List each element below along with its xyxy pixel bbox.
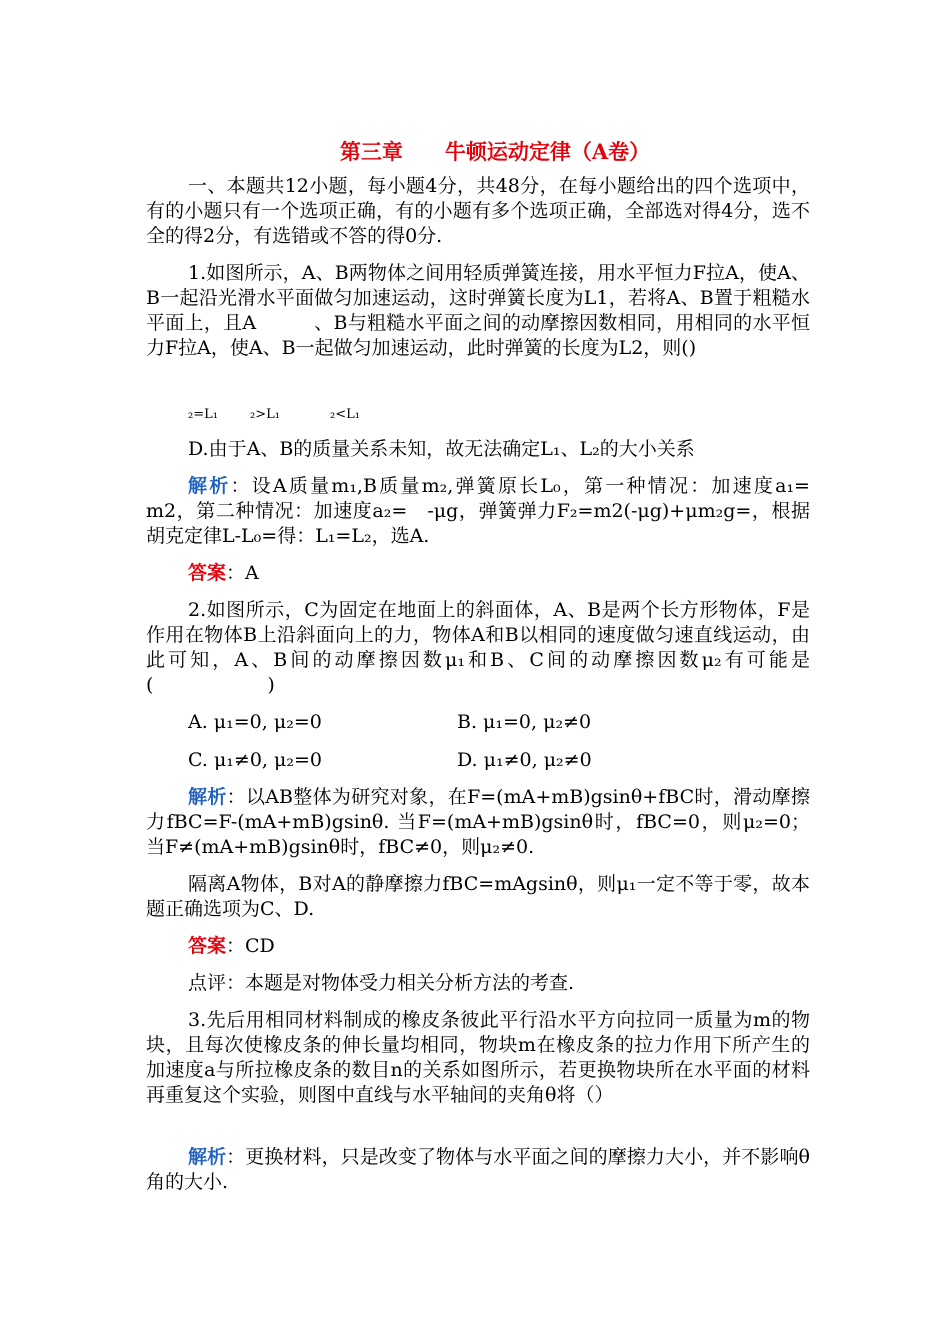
- question-2-analysis: 解析：以AB整体为研究对象，在F=(mA+mB)gsinθ+fBC时，滑动摩擦力fBC=F-(mA+mB)gsinθ. 当F=(mA+mB)gsinθ时，fBC=0，则μ₂=0；当F≠(mA+mB)gsinθ时，fBC≠0，则μ₂≠0.: [146, 786, 810, 858]
- analysis-label: 解析: [188, 475, 231, 497]
- question-1-answer: 答案：A: [188, 562, 259, 584]
- question-3-analysis: 解析：更换材料，只是改变了物体与水平面之间的摩擦力大小，并不影响θ角的大小.: [146, 1146, 810, 1193]
- question-1-option-a: ₂=L₁: [188, 407, 218, 422]
- question-2-option-d: D. μ₁≠0, μ₂≠0: [457, 749, 592, 771]
- question-1-option-b: ₂>L₁: [250, 407, 280, 422]
- question-1-option-d: D.由于A、B的质量关系未知，故无法确定L₁、L₂的大小关系: [188, 438, 695, 460]
- answer-label: 答案: [188, 562, 227, 584]
- page-title: 第三章 牛顿运动定律（A卷）: [339, 139, 651, 164]
- question-2-option-c: C. μ₁≠0, μ₂=0: [188, 749, 322, 771]
- question-2-option-b: B. μ₁=0, μ₂≠0: [457, 711, 592, 733]
- analysis-label: 解析: [188, 786, 227, 808]
- section-intro: 一、本题共12小题，每小题4分，共48分，在每小题给出的四个选项中，有的小题只有一个选项正确，有的小题有多个选项正确，全部选对得4分，选不全的得2分，有选错或不答的得0分.: [146, 175, 810, 247]
- question-1-analysis: 解析：设A质量m₁,B质量m₂,弹簧原长L₀，第一种情况：加速度a₁= m2，第二种情况：加速度a₂= -μg，弹簧弹力F₂=m2(-μg)+μm₂g=，根据胡克定律L-L₀=得：L₁=L₂，选A.: [146, 475, 829, 547]
- question-3-stem: 3.先后用相同材料制成的橡皮条彼此平行沿水平方向拉同一质量为m的物块，且每次使橡皮条的伸长量均相同，物块m在橡皮条的拉力作用下所产生的加速度a与所拉橡皮条的数目n的关系如图所示，若更换物块所在水平面的材料再重复这个实验，则图中直线与水平轴间的夹角θ将（）: [146, 1009, 810, 1106]
- analysis-label: 解析: [188, 1146, 227, 1168]
- question-2-analysis-continued: 隔离A物体，B对A的静摩擦力fBC=mAgsinθ，则μ₁一定不等于零，故本题正确选项为C、D.: [146, 873, 810, 920]
- question-2-option-a: A. μ₁=0, μ₂=0: [188, 711, 322, 733]
- question-2-stem: 2.如图所示，C为固定在地面上的斜面体，A、B是两个长方形物体，F是作用在物体B上沿斜面向上的力，物体A和B以相同的速度做匀速直线运动，由此可知，A、B间的动摩擦因数μ₁和B、C间的动摩擦因数μ₂有可能是( ): [146, 599, 810, 696]
- question-1-option-c: ₂<L₁: [330, 407, 360, 422]
- question-1-stem: 1.如图所示，A、B两物体之间用轻质弹簧连接，用水平恒力F拉A，使A、B一起沿光滑水平面做匀加速运动，这时弹簧长度为L1，若将A、B置于粗糙水平面上，且A 、B与粗糙水平面之间的动摩擦因数相同，用相同的水平恒力F拉A，使A、B一起做匀加速运动，此时弹簧的长度为L2，则(): [146, 262, 810, 359]
- question-2-answer: 答案：CD: [188, 935, 275, 957]
- question-2-comment: 点评：本题是对物体受力相关分析方法的考查.: [188, 972, 575, 994]
- answer-label: 答案: [188, 935, 227, 957]
